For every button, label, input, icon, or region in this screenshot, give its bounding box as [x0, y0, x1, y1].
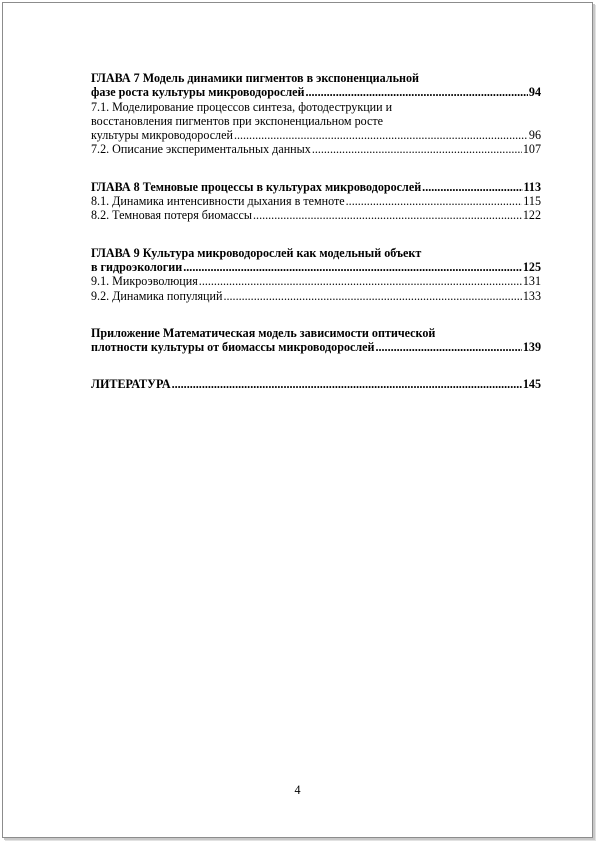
dot-leader [183, 260, 522, 274]
toc-entry-section-7-1[interactable] [91, 128, 541, 142]
toc-entry-section-8-2[interactable] [91, 208, 541, 222]
toc-page-number: 145 [522, 377, 541, 392]
toc-entry-text: культуры микроводорослей [91, 128, 233, 143]
toc-entry-appendix[interactable] [91, 340, 541, 354]
toc-page-number: 113 [523, 179, 541, 194]
toc-entry-text: ГЛАВА 8 Темновые процессы в культурах микроводорослей [91, 179, 422, 194]
toc-section-7-1-line: восстановления пигментов при экспоненциальном росте [91, 113, 383, 128]
dot-leader [172, 377, 522, 391]
table-of-contents [91, 71, 541, 392]
toc-entry-text: 9.1. Микроэволюция [91, 274, 198, 289]
toc-page-number: 94 [528, 85, 541, 100]
toc-entry-text: 7.2. Описание экспериментальных данных [91, 142, 311, 157]
toc-entry-text: 9.2. Динамика популяций [91, 288, 223, 303]
dot-leader [422, 180, 522, 194]
dot-leader [223, 289, 521, 303]
toc-entry-text: фазе роста культуры микроводорослей [91, 85, 305, 100]
toc-page-number: 125 [522, 259, 541, 274]
toc-page-number: 115 [523, 194, 541, 209]
dot-leader [375, 340, 521, 354]
toc-section-7-1-line: 7.1. Моделирование процессов синтеза, фотодеструкции и [91, 99, 393, 114]
toc-entry-text: в гидроэкологии [91, 259, 183, 274]
toc-entry-text: плотности культуры от биомассы микроводорослей [91, 340, 375, 355]
toc-entry-literature[interactable] [91, 377, 541, 391]
toc-entry-section-8-1[interactable] [91, 194, 541, 208]
toc-entry-text: 8.2. Темновая потеря биомассы [91, 208, 253, 223]
toc-entry-section-9-1[interactable] [91, 274, 541, 288]
toc-chapter-7-title: ГЛАВА 7 Модель динамики пигментов в экспоненциальной [91, 71, 419, 85]
dot-leader [199, 274, 522, 288]
toc-page-number: 131 [522, 274, 541, 289]
document-page [2, 2, 593, 838]
toc-page-number: 96 [528, 128, 541, 143]
toc-page-number: 122 [522, 208, 541, 223]
dot-leader [253, 208, 522, 222]
dot-leader [346, 194, 523, 208]
page-number: 4 [294, 783, 301, 797]
dot-leader [234, 128, 528, 142]
toc-entry-text: 8.1. Динамика интенсивности дыхания в темноте [91, 194, 345, 209]
toc-entry-chapter-7[interactable] [91, 85, 541, 99]
toc-entry-chapter-8[interactable] [91, 180, 541, 194]
dot-leader [305, 85, 527, 99]
toc-chapter-9-title: ГЛАВА 9 Культура микроводорослей как модельный объект [91, 245, 422, 260]
toc-page-number: 107 [522, 142, 541, 157]
toc-entry-chapter-9[interactable] [91, 260, 541, 274]
toc-entry-section-9-2[interactable] [91, 289, 541, 303]
toc-page-number: 133 [522, 288, 541, 303]
toc-appendix-title: Приложение Математическая модель зависимости оптической [91, 325, 436, 340]
toc-page-number: 139 [522, 340, 541, 355]
toc-entry-section-7-2[interactable] [91, 142, 541, 156]
toc-entry-text: ЛИТЕРАТУРА [91, 377, 171, 392]
dot-leader [312, 142, 522, 156]
